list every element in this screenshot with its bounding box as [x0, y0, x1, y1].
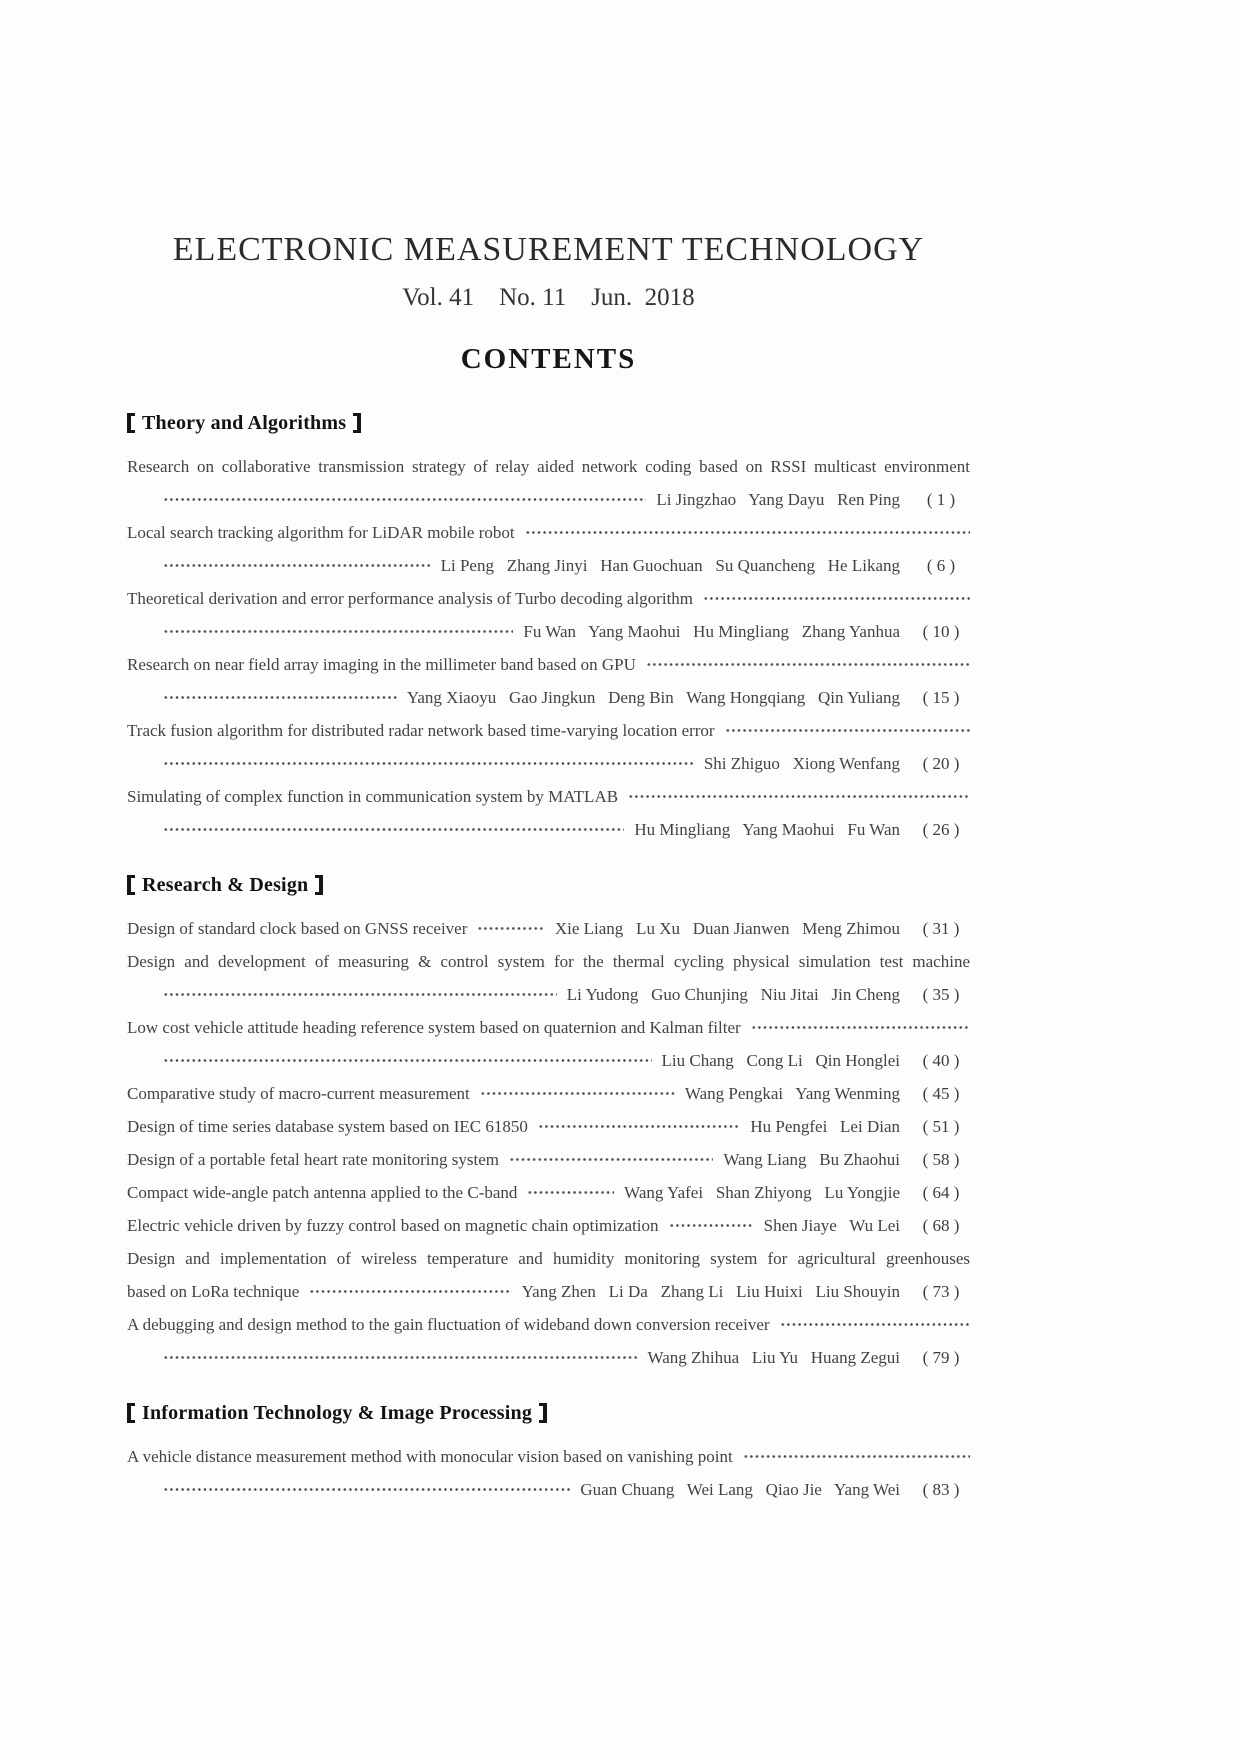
toc-entry-line — [127, 1473, 970, 1506]
entry-title: Theoretical derivation and error performance analysis of Turbo decoding algorithm — [127, 589, 694, 608]
entry-title: Local search tracking algorithm for LiDAR mobile robot — [127, 523, 515, 542]
entry-authors: Fu Wan Yang Maohui Hu Mingliang Zhang Yanhua — [523, 622, 900, 641]
entry-page-number: ( 10 ) — [922, 622, 960, 641]
leader-dots — [628, 780, 970, 813]
entry-authors: Liu Chang Cong Li Qin Honglei — [661, 1051, 900, 1070]
leader-dots — [538, 1110, 741, 1143]
toc-entry-line — [127, 813, 970, 846]
toc-entry — [127, 1176, 970, 1209]
entry-authors: Xie Liang Lu Xu Duan Jianwen Meng Zhimou — [554, 919, 900, 938]
leader-dots — [309, 1275, 511, 1308]
toc-entry-line — [127, 582, 970, 615]
section-heading — [127, 873, 970, 897]
leader-dots — [509, 1143, 713, 1176]
toc-entry — [127, 714, 970, 780]
toc-entry-line — [127, 516, 970, 549]
toc-entry — [127, 1077, 970, 1110]
entry-page-number: ( 58 ) — [922, 1150, 960, 1169]
section-bracket-right — [353, 413, 361, 433]
leader-dots — [163, 978, 557, 1011]
leader-dots — [163, 615, 513, 648]
toc-entry-line — [127, 978, 970, 1011]
leader-dots — [703, 582, 970, 615]
toc-entry — [127, 582, 970, 648]
entry-title: Design and development of measuring & control system for the thermal cycling physical simulation test machine — [127, 952, 970, 971]
entry-authors: Yang Xiaoyu Gao Jingkun Deng Bin Wang Hongqiang Qin Yuliang — [406, 688, 900, 707]
leader-dots — [163, 681, 397, 714]
toc-entry — [127, 1209, 970, 1242]
entry-title: based on LoRa technique — [127, 1282, 300, 1301]
entry-page-number: ( 68 ) — [922, 1216, 960, 1235]
toc-entry-line — [127, 1341, 970, 1374]
entry-authors: Shi Zhiguo Xiong Wenfang — [703, 754, 900, 773]
toc-entry-line — [127, 648, 970, 681]
leader-dots — [163, 813, 624, 846]
entry-authors: Hu Pengfei Lei Dian — [750, 1117, 900, 1136]
page-content — [127, 0, 970, 1506]
toc-entry — [127, 912, 970, 945]
toc-entry-line — [127, 1440, 970, 1473]
entry-page-number: ( 15 ) — [922, 688, 960, 707]
entry-authors: Guan Chuang Wei Lang Qiao Jie Yang Wei — [580, 1480, 900, 1499]
section-bracket-right — [539, 1403, 547, 1423]
toc-entry — [127, 945, 970, 1011]
section-label: Information Technology & Image Processing — [142, 1402, 533, 1424]
entry-page-number: ( 83 ) — [922, 1480, 960, 1499]
entry-page-number: ( 31 ) — [922, 919, 960, 938]
entry-title: Design of time series database system based on IEC 61850 — [127, 1117, 528, 1136]
toc-entry-line — [127, 912, 970, 945]
toc-entry-line — [127, 780, 970, 813]
toc-entry-line — [127, 1308, 970, 1341]
entry-page-number: ( 73 ) — [922, 1282, 960, 1301]
entry-page-number: ( 26 ) — [922, 820, 960, 839]
journal-issue: Vol. 41 No. 11 Jun. 2018 — [402, 284, 695, 311]
section-heading — [127, 411, 970, 435]
leader-dots — [751, 1011, 970, 1044]
toc-entry-line — [127, 714, 970, 747]
toc-entry-line — [127, 1011, 970, 1044]
toc-entry-line — [127, 681, 970, 714]
toc-entry — [127, 450, 970, 516]
leader-dots — [480, 1077, 675, 1110]
toc-entry — [127, 1011, 970, 1077]
leader-dots — [163, 1473, 570, 1506]
entry-authors: Li Peng Zhang Jinyi Han Guochuan Su Quancheng He Likang — [440, 556, 900, 575]
entry-title: Research on near field array imaging in the millimeter band based on GPU — [127, 655, 636, 674]
entry-authors: Li Yudong Guo Chunjing Niu Jitai Jin Cheng — [566, 985, 900, 1004]
entry-title: Electric vehicle driven by fuzzy control based on magnetic chain optimization — [127, 1216, 659, 1235]
entry-title: Track fusion algorithm for distributed radar network based time-varying location error — [127, 721, 715, 740]
entry-title: Research on collaborative transmission strategy of relay aided network coding based on RSSI multicast environment — [127, 457, 970, 476]
leader-dots — [163, 483, 646, 516]
toc-entry-line — [127, 483, 970, 516]
toc-entry-line — [127, 615, 970, 648]
toc-entry — [127, 1440, 970, 1506]
entry-title: Design of a portable fetal heart rate monitoring system — [127, 1150, 499, 1169]
toc-sections — [127, 411, 970, 1506]
leader-dots — [163, 1341, 638, 1374]
toc-entry — [127, 1308, 970, 1374]
contents-heading: CONTENTS — [460, 343, 637, 375]
toc-entry-line — [127, 1077, 970, 1110]
toc-entry — [127, 516, 970, 582]
toc-entry-line — [127, 1209, 970, 1242]
toc-entry-line — [127, 450, 970, 483]
entry-title: Comparative study of macro-current measurement — [127, 1084, 470, 1103]
leader-dots — [646, 648, 970, 681]
toc-entry-line — [127, 747, 970, 780]
entry-title: A debugging and design method to the gain fluctuation of wideband down conversion receiver — [127, 1315, 770, 1334]
toc-entry-line — [127, 945, 970, 978]
leader-dots — [743, 1440, 970, 1473]
entry-authors: Wang Liang Bu Zhaohui — [723, 1150, 900, 1169]
entry-authors: Shen Jiaye Wu Lei — [763, 1216, 900, 1235]
leader-dots — [163, 747, 694, 780]
journal-title: ELECTRONIC MEASUREMENT TECHNOLOGY — [172, 231, 925, 268]
leader-dots — [163, 1044, 652, 1077]
section-bracket-right — [315, 875, 323, 895]
entry-page-number: ( 20 ) — [922, 754, 960, 773]
leader-dots — [525, 516, 970, 549]
entry-title: A vehicle distance measurement method with monocular vision based on vanishing point — [127, 1447, 733, 1466]
section-label: Theory and Algorithms — [142, 412, 347, 434]
entry-authors: Wang Pengkai Yang Wenming — [684, 1084, 900, 1103]
toc-entry — [127, 780, 970, 846]
toc-entry — [127, 1143, 970, 1176]
entry-authors: Yang Zhen Li Da Zhang Li Liu Huixi Liu Shouyin — [521, 1282, 900, 1301]
entry-title: Design of standard clock based on GNSS receiver — [127, 919, 468, 938]
leader-dots — [527, 1176, 614, 1209]
toc-entry-line — [127, 1242, 970, 1275]
toc-entry — [127, 648, 970, 714]
toc-entry-line — [127, 1044, 970, 1077]
entry-title: Simulating of complex function in communication system by MATLAB — [127, 787, 619, 806]
section-heading — [127, 1401, 970, 1425]
entry-page-number: ( 64 ) — [922, 1183, 960, 1202]
entry-title: Low cost vehicle attitude heading reference system based on quaternion and Kalman filter — [127, 1018, 741, 1037]
entry-authors: Wang Zhihua Liu Yu Huang Zegui — [647, 1348, 900, 1367]
leader-dots — [725, 714, 970, 747]
leader-dots — [477, 912, 544, 945]
section-label: Research & Design — [142, 874, 309, 896]
leader-dots — [669, 1209, 754, 1242]
entry-authors: Li Jingzhao Yang Dayu Ren Ping — [656, 490, 900, 509]
section-bracket-left — [127, 1403, 135, 1423]
toc-entry — [127, 1242, 970, 1308]
entry-title: Compact wide-angle patch antenna applied to the C-band — [127, 1183, 518, 1202]
entry-page-number: ( 35 ) — [922, 985, 960, 1004]
entry-page-number: ( 79 ) — [922, 1348, 960, 1367]
section-bracket-left — [127, 413, 135, 433]
entry-title: Design and implementation of wireless temperature and humidity monitoring system for agricultural greenhouses — [127, 1249, 970, 1268]
toc-entry-line — [127, 1176, 970, 1209]
toc-entry-line — [127, 1275, 970, 1308]
leader-dots — [163, 549, 431, 582]
toc-entry — [127, 1110, 970, 1143]
entry-page-number: ( 6 ) — [926, 556, 956, 575]
leader-dots — [780, 1308, 970, 1341]
entry-page-number: ( 40 ) — [922, 1051, 960, 1070]
entry-page-number: ( 1 ) — [926, 490, 956, 509]
toc-entry-line — [127, 1110, 970, 1143]
entry-authors: Wang Yafei Shan Zhiyong Lu Yongjie — [624, 1183, 900, 1202]
toc-entry-line — [127, 1143, 970, 1176]
entry-authors: Hu Mingliang Yang Maohui Fu Wan — [634, 820, 900, 839]
entry-page-number: ( 45 ) — [922, 1084, 960, 1103]
section-bracket-left — [127, 875, 135, 895]
entry-page-number: ( 51 ) — [922, 1117, 960, 1136]
toc-entry-line — [127, 549, 970, 582]
